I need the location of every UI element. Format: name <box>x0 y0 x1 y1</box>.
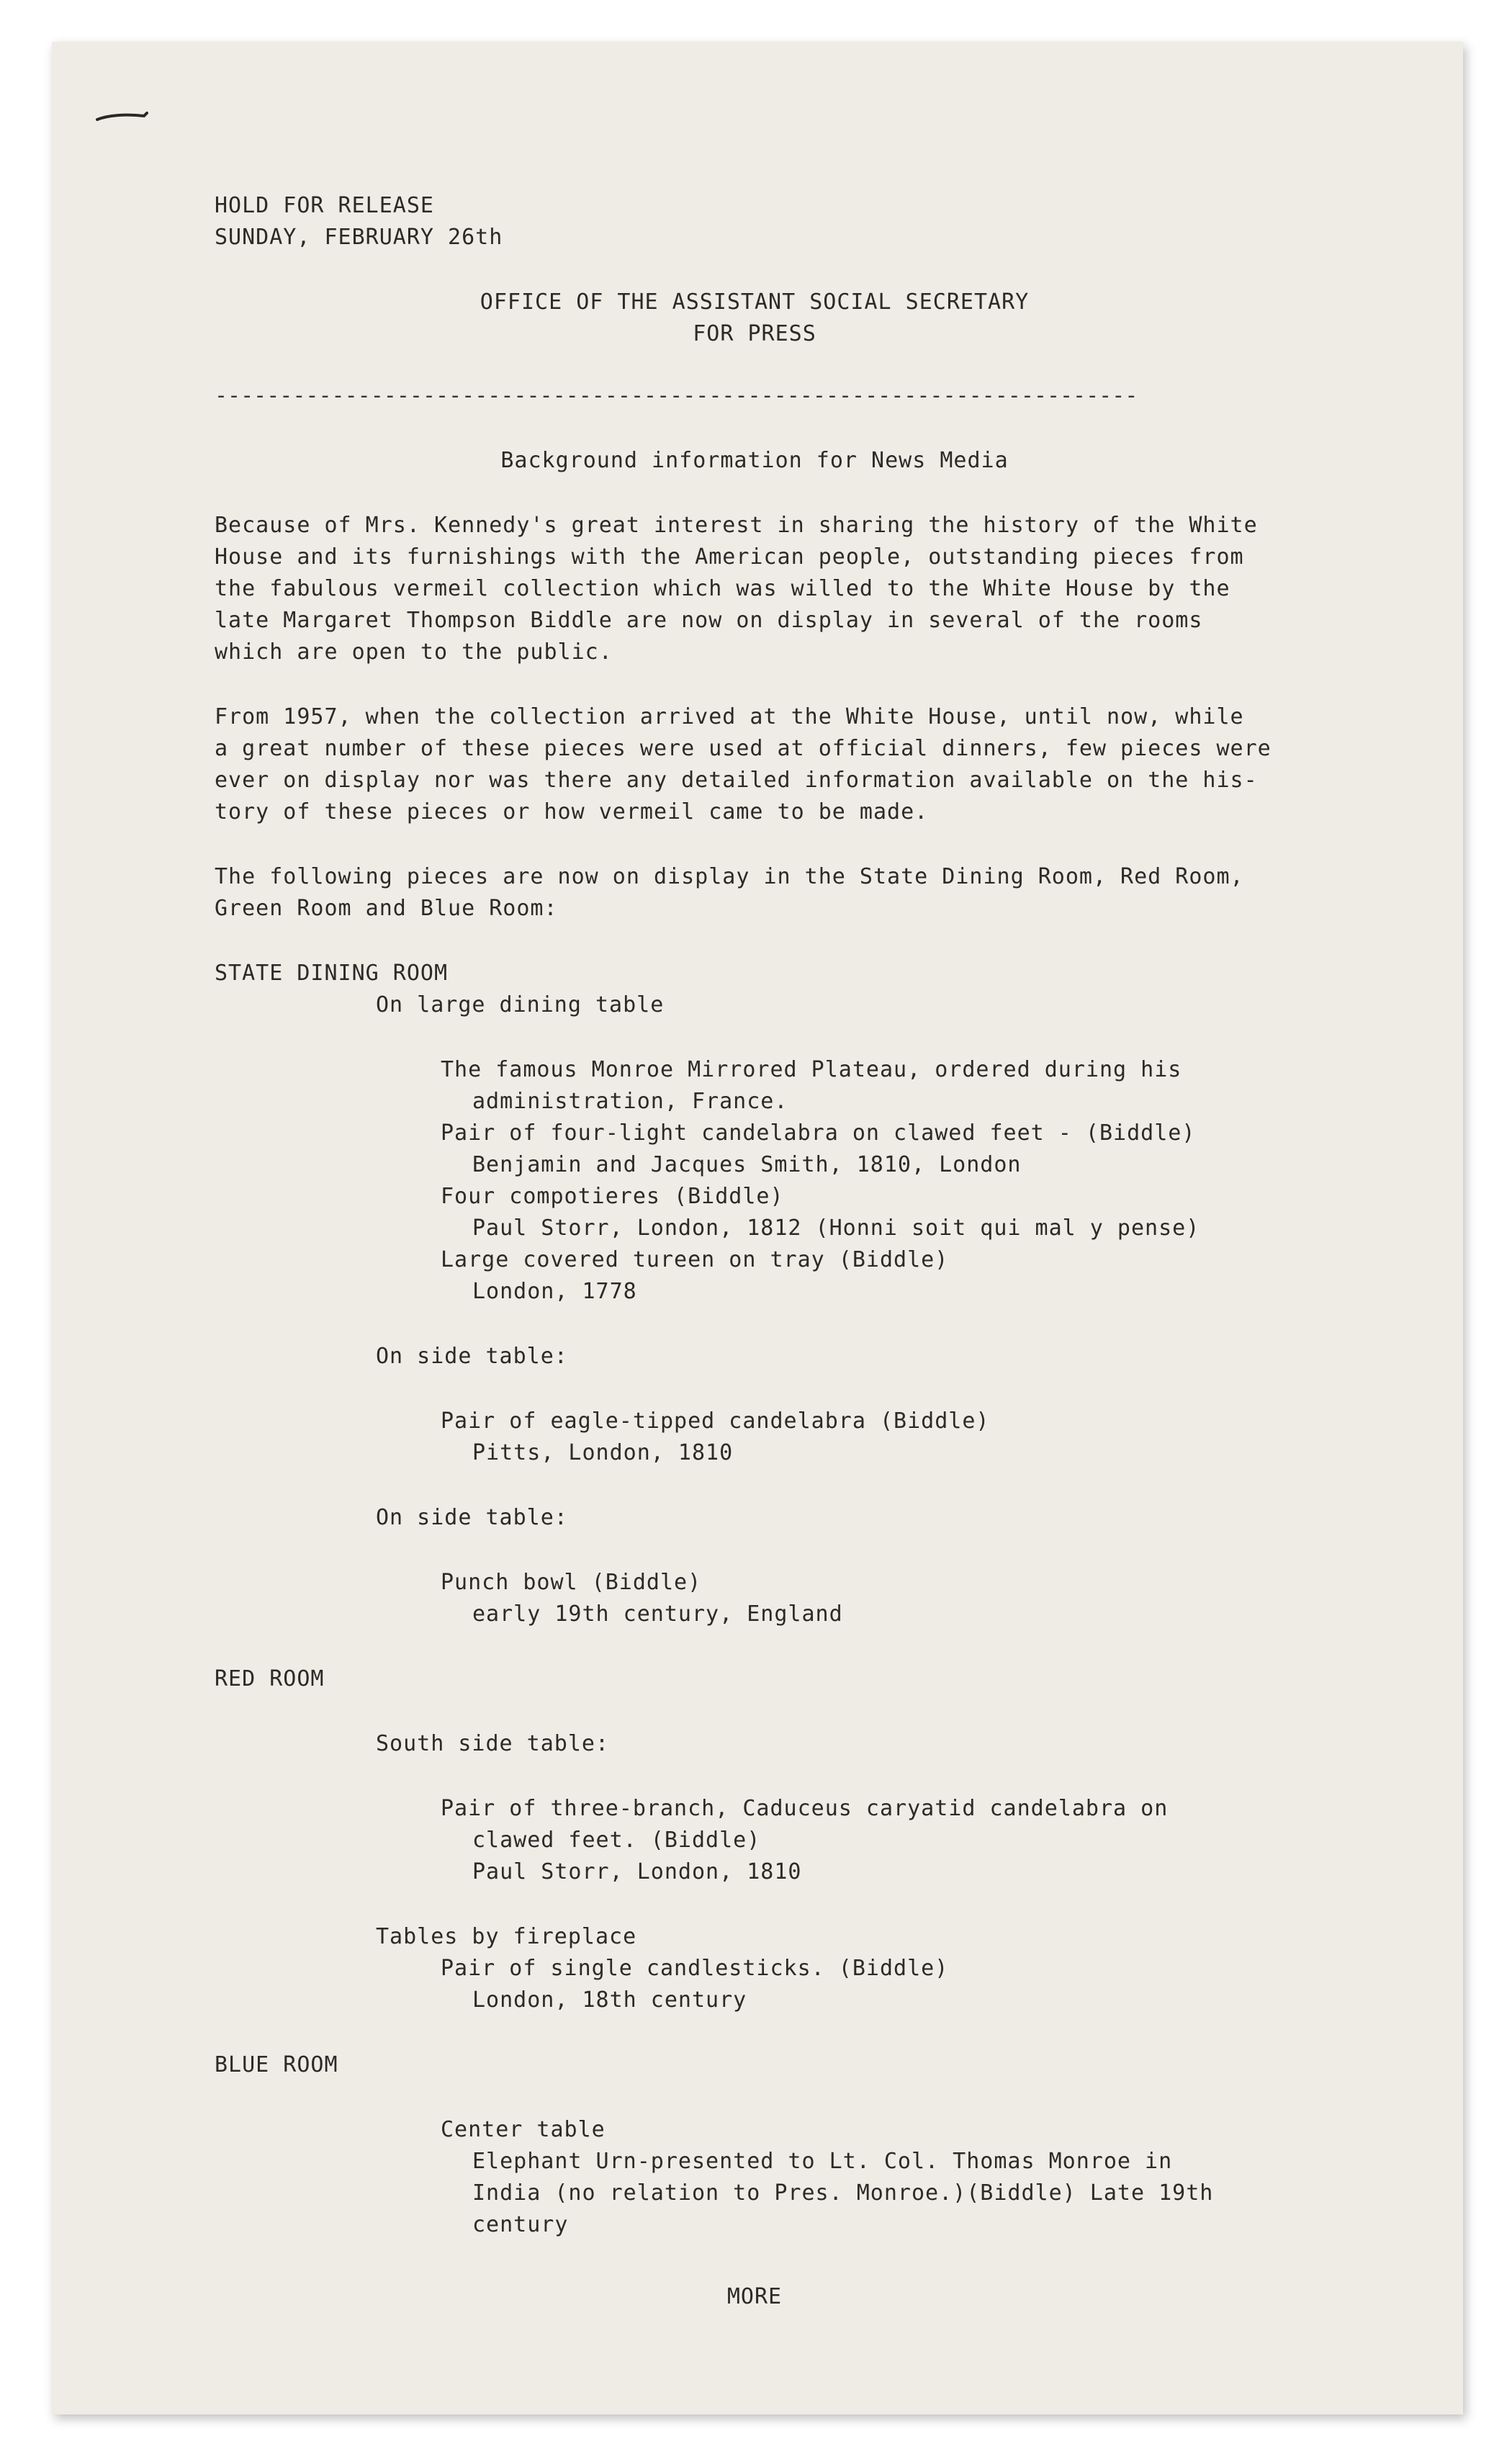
item-detail: India (no relation to Pres. Monroe.)(Biddle) Late 19th <box>472 2180 1214 2206</box>
item-line: The famous Monroe Mirrored Plateau, ordered during his <box>441 1057 1182 1082</box>
release-line-1: HOLD FOR RELEASE <box>215 193 434 218</box>
text-line: Because of Mrs. Kennedy's great interest in sharing the history of the White <box>215 513 1258 538</box>
text-line: late Margaret Thompson Biddle are now on display in several of the rooms <box>215 608 1203 633</box>
header-divider: ----------------------------------------------------------------------- <box>215 383 1138 408</box>
text-line: From 1957, when the collection arrived at the White House, until now, while <box>215 704 1244 729</box>
item-line: Pair of eagle-tipped candelabra (Biddle) <box>441 1408 990 1434</box>
item-detail: Benjamin and Jacques Smith, 1810, London <box>472 1152 1022 1177</box>
item-detail: Elephant Urn-presented to Lt. Col. Thomas Monroe in <box>472 2149 1173 2174</box>
item-line: Four compotieres (Biddle) <box>441 1184 784 1209</box>
subtitle: Background information for News Media <box>500 448 1009 473</box>
text-line: tory of these pieces or how vermeil came to be made. <box>215 799 929 824</box>
item-line: Pair of single candlesticks. (Biddle) <box>441 1956 949 1981</box>
item-detail: Paul Storr, London, 1810 <box>472 1859 802 1884</box>
text-line: House and its furnishings with the American people, outstanding pieces from <box>215 544 1244 570</box>
footer-more: MORE <box>726 2284 783 2309</box>
item-line: Punch bowl (Biddle) <box>441 1570 702 1595</box>
subheading-center-table: Center table <box>441 2117 606 2142</box>
text-line: The following pieces are now on display in the State Dining Room, Red Room, <box>215 864 1244 889</box>
item-detail: early 19th century, England <box>472 1601 843 1627</box>
section-heading-blue-room: BLUE ROOM <box>215 2052 338 2077</box>
subheading-large-table: On large dining table <box>376 992 665 1017</box>
item-line: Large covered tureen on tray (Biddle) <box>441 1247 949 1272</box>
section-heading-red-room: RED ROOM <box>215 1666 325 1691</box>
text-line: Green Room and Blue Room: <box>215 896 558 921</box>
release-line-2: SUNDAY, FEBRUARY 26th <box>215 225 503 250</box>
item-detail: Pitts, London, 1810 <box>472 1440 734 1465</box>
pen-mark-icon <box>94 107 151 128</box>
item-detail: clawed feet. (Biddle) <box>472 1828 761 1853</box>
item-detail: Paul Storr, London, 1812 (Honni soit qui mal y pense) <box>472 1215 1200 1241</box>
subheading-side-table-2: On side table: <box>376 1505 568 1530</box>
item-detail: century <box>472 2212 569 2237</box>
subheading-side-table-1: On side table: <box>376 1344 568 1369</box>
text-line: which are open to the public. <box>215 639 613 665</box>
office-line-2: FOR PRESS <box>693 321 816 346</box>
press-release-page <box>52 42 1463 2414</box>
text-line: a great number of these pieces were used at official dinners, few pieces were <box>215 736 1272 761</box>
text-line: the fabulous vermeil collection which was willed to the White House by the <box>215 576 1230 601</box>
subheading-south-table: South side table: <box>376 1731 610 1756</box>
item-detail: London, 1778 <box>472 1279 637 1304</box>
office-line-1: OFFICE OF THE ASSISTANT SOCIAL SECRETARY <box>480 289 1030 315</box>
subheading-fireplace: Tables by fireplace <box>376 1924 637 1949</box>
section-heading-state-dining: STATE DINING ROOM <box>215 961 449 986</box>
item-detail: administration, France. <box>472 1089 788 1114</box>
item-line: Pair of three-branch, Caduceus caryatid candelabra on <box>441 1796 1169 1821</box>
item-detail: London, 18th century <box>472 1987 747 2013</box>
text-line: ever on display nor was there any detailed information available on the his- <box>215 768 1258 793</box>
item-line: Pair of four-light candelabra on clawed feet - (Biddle) <box>441 1120 1196 1146</box>
